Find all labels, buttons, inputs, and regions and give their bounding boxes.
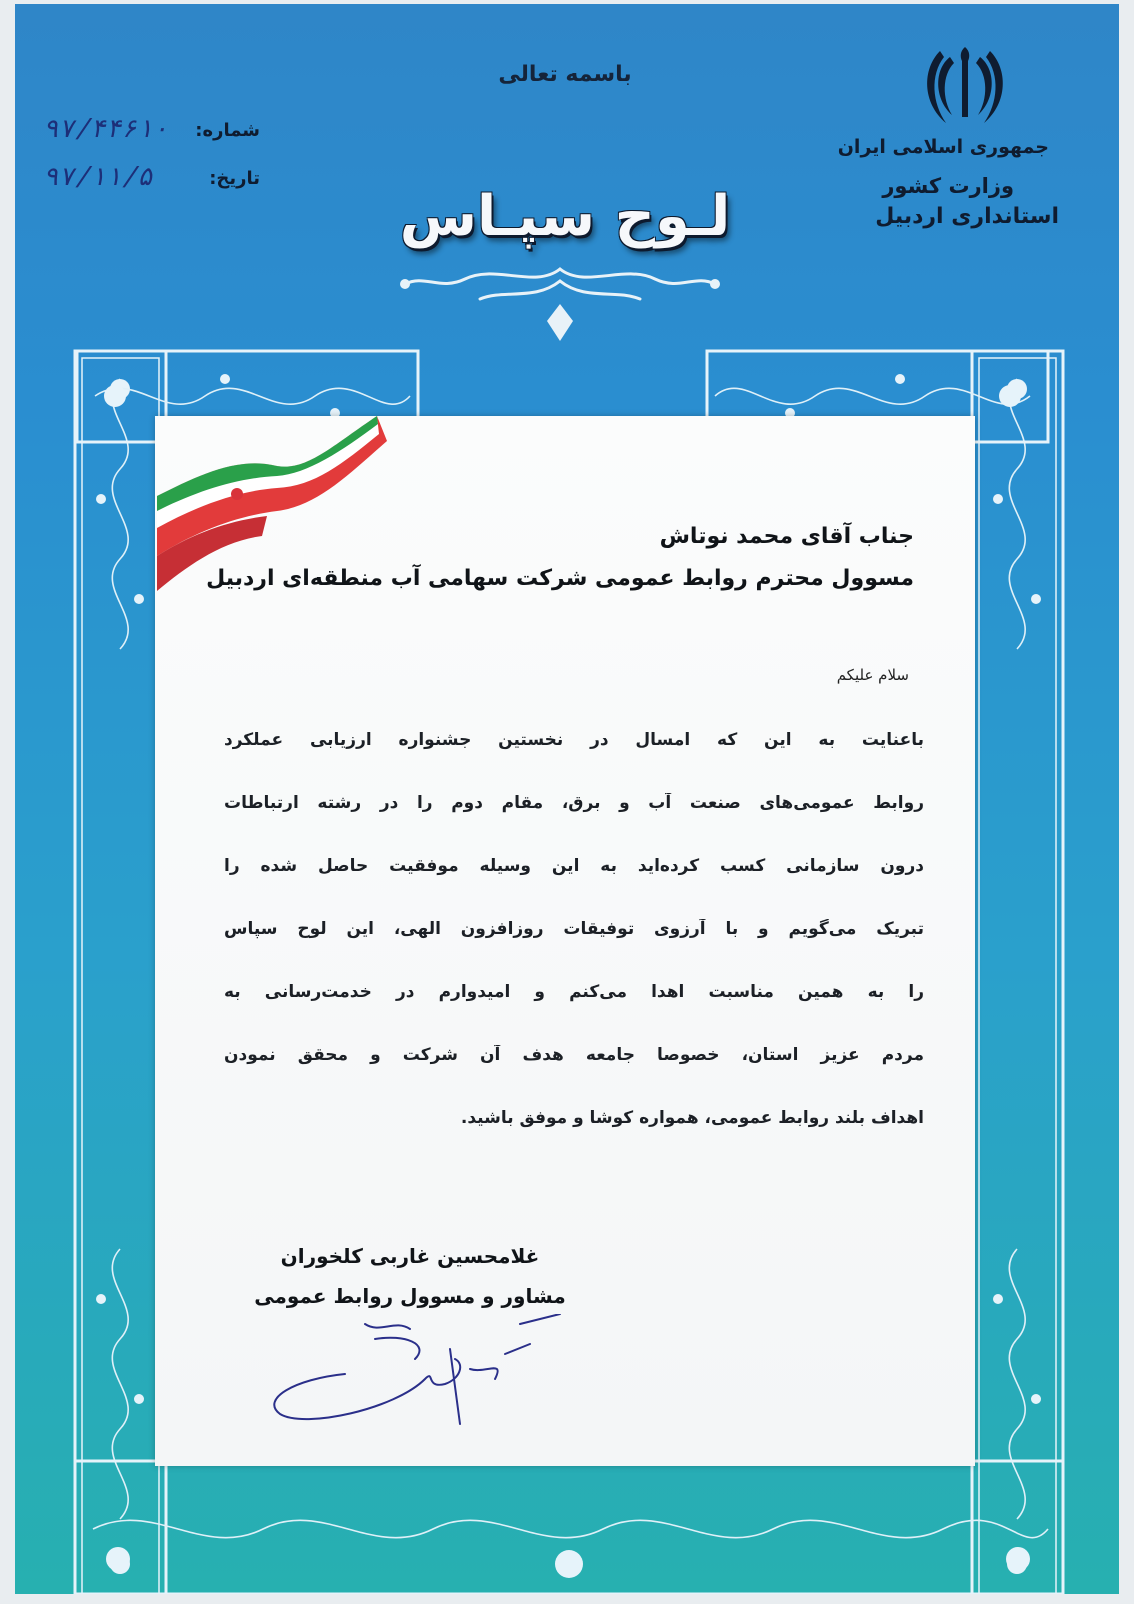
- body-line: درون سازمانی کسب کرده‌اید به این وسیله موفقیت حاصل شده را: [224, 856, 924, 876]
- letter-number-row: [41, 114, 260, 154]
- bottom-ornament-border: [73, 1459, 1065, 1594]
- iran-emblem-icon: [920, 39, 1010, 129]
- recipient-title: مسوول محترم روابط عمومی شرکت سهامی آب منطقه‌ای اردبیل: [206, 566, 914, 591]
- body-line: باعنایت به این که امسال در نخستین جشنواره ارزیابی عملکرد: [224, 730, 924, 750]
- greeting: سلام علیکم: [836, 666, 909, 684]
- handwritten-signature-icon: [255, 1314, 575, 1434]
- body-line: تبریک می‌گویم و با آرزوی توفیقات روزافزون الهی، این لوح سپاس: [224, 919, 924, 939]
- recipient-name: جناب آقای محمد نوتاش: [659, 524, 914, 549]
- signer-role: مشاور و مسوول روابط عمومی: [254, 1284, 566, 1308]
- body-line: روابط عمومی‌های صنعت آب و برق، مقام دوم را در رشته ارتباطات: [224, 793, 924, 813]
- signer-name: غلامحسین غاربی کلخوران: [280, 1244, 540, 1268]
- header-ministry: وزارت کشور: [882, 174, 1014, 198]
- letter-number-label: شماره:: [195, 120, 260, 141]
- certificate-title: لـوح سپـاس: [399, 184, 731, 249]
- certificate-page: [15, 4, 1119, 1594]
- letter-date-label: تاریخ:: [209, 168, 260, 189]
- right-ornament-border: [970, 349, 1065, 1594]
- body-line: را به همین مناسبت اهدا می‌کنم و امیدوارم در خدمت‌رسانی به: [224, 982, 924, 1002]
- bismillah-heading: باسمه تعالی: [498, 62, 632, 87]
- body-line: اهداف بلند روابط عمومی، همواره کوشا و موفق باشید.: [460, 1108, 924, 1128]
- header-governorate: استانداری اردبیل: [875, 204, 1059, 229]
- left-ornament-border: [73, 349, 168, 1594]
- letter-date-value: ۹۷/۱۱/۵: [41, 162, 158, 192]
- header-country: جمهوری اسلامی ایران: [837, 136, 1049, 158]
- title-ornament-divider-icon: [385, 259, 735, 354]
- letter-date-row: [41, 162, 260, 202]
- letter-number-value: ۹۷/۴۴۶۱۰: [41, 114, 174, 144]
- iran-flag-ribbon: [157, 416, 387, 591]
- body-line: مردم عزیز استان، خصوصا جامعه هدف آن شرکت و محقق نمودن: [224, 1045, 924, 1065]
